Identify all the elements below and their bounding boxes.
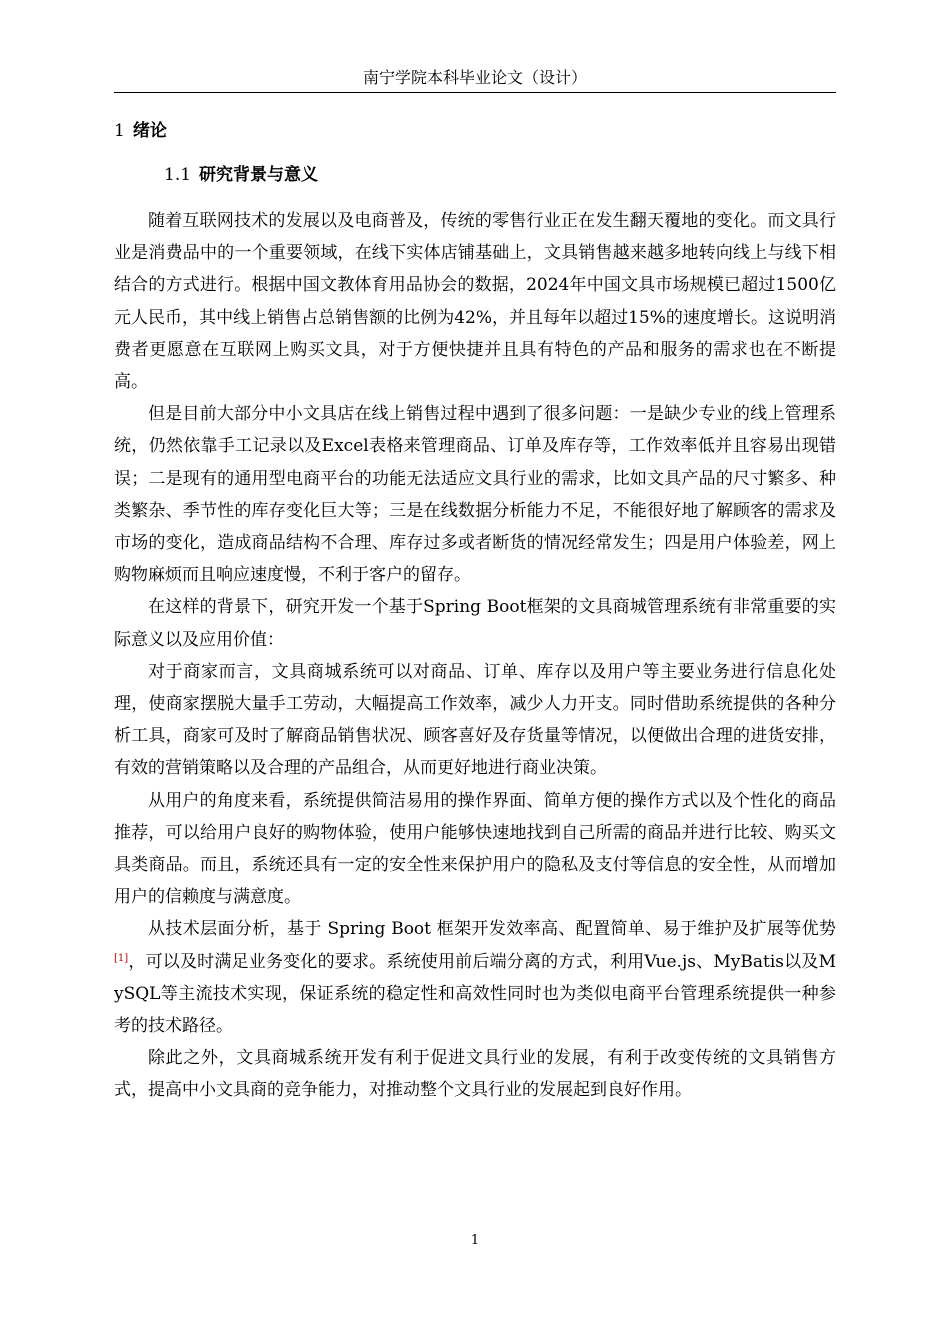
paragraph-6-text-a: 从技术层面分析，基于 Spring Boot 框架开发效率高、配置简单、易于维护及扩展等优势	[148, 919, 836, 940]
paragraph-6-text-b: ，可以及时满足业务变化的要求。系统使用前后端分离的方式，利用Vue.js、MyBatis以及MySQL等主流技术实现，保证系统的稳定性和高效性同时也为类似电商平台管理系统提供一种参考的技术路径。	[114, 951, 836, 1037]
paragraph-2: 但是目前大部分中小文具店在线上销售过程中遇到了很多问题：一是缺少专业的线上管理系统，仍然依靠手工记录以及Excel表格来管理商品、订单及库存等，工作效率低并且容易出现错误；二是现有的通用型电商平台的功能无法适应文具行业的需求，比如文具产品的尺寸繁多、种类繁杂、季节性的库存变化巨大等；三是在线数据分析能力不足，不能很好地了解顾客的需求及市场的变化，造成商品结构不合理、库存过多或者断货的情况经常发生；四是用户体验差，网上购物麻烦而且响应速度慢，不利于客户的留存。	[114, 404, 836, 586]
page-header	[114, 66, 836, 93]
page-footer	[0, 1232, 950, 1250]
paragraph-7: 除此之外，文具商城系统开发有利于促进文具行业的发展，有利于改变传统的文具销售方式，提高中小文具商的竞争能力，对推动整个文具行业的发展起到良好作用。	[114, 1048, 836, 1101]
chapter-heading	[114, 118, 167, 144]
chapter-title: 绪论	[132, 121, 167, 141]
paragraph-6	[114, 913, 836, 1042]
body-text	[114, 205, 836, 1107]
paragraph-1: 随着互联网技术的发展以及电商普及，传统的零售行业正在发生翻天覆地的变化。而文具行业是消费品中的一个重要领域，在线下实体店铺基础上，文具销售越来越多地转向线上与线下相结合的方式进行。根据中国文教体育用品协会的数据，2024年中国文具市场规模已超过1500亿元人民币，其中线上销售占总销售额的比例为42%，并且每年以超过15%的速度增长。这说明消费者更愿意在互联网上购买文具，对于方便快捷并且具有特色的产品和服务的需求也在不断提高。	[114, 211, 836, 393]
paragraph-4: 对于商家而言，文具商城系统可以对商品、订单、库存以及用户等主要业务进行信息化处理，使商家摆脱大量手工劳动，大幅提高工作效率，减少人力开支。同时借助系统提供的各种分析工具，商家可及时了解商品销售状况、顾客喜好及存货量等情况，以便做出合理的进货安排，有效的营销策略以及合理的产品组合，从而更好地进行商业决策。	[114, 661, 836, 779]
section-number: 1.1	[164, 165, 192, 185]
header-title: 南宁学院本科毕业论文（设计）	[362, 68, 587, 87]
section-title: 研究背景与意义	[199, 165, 319, 185]
citation-link[interactable]: [1]	[114, 952, 129, 964]
paragraph-3: 在这样的背景下，研究开发一个基于Spring Boot框架的文具商城管理系统有非常重要的实际意义以及应用价值：	[114, 597, 836, 650]
paragraph-5: 从用户的角度来看，系统提供简洁易用的操作界面、简单方便的操作方式以及个性化的商品推荐，可以给用户良好的购物体验，使用户能够快速地找到自己所需的商品并进行比较、购买文具类商品。而且，系统还具有一定的安全性来保护用户的隐私及支付等信息的安全性，从而增加用户的信赖度与满意度。	[114, 790, 836, 908]
chapter-number: 1	[114, 121, 125, 141]
page-number: 1	[470, 1233, 480, 1248]
section-heading	[164, 162, 318, 188]
